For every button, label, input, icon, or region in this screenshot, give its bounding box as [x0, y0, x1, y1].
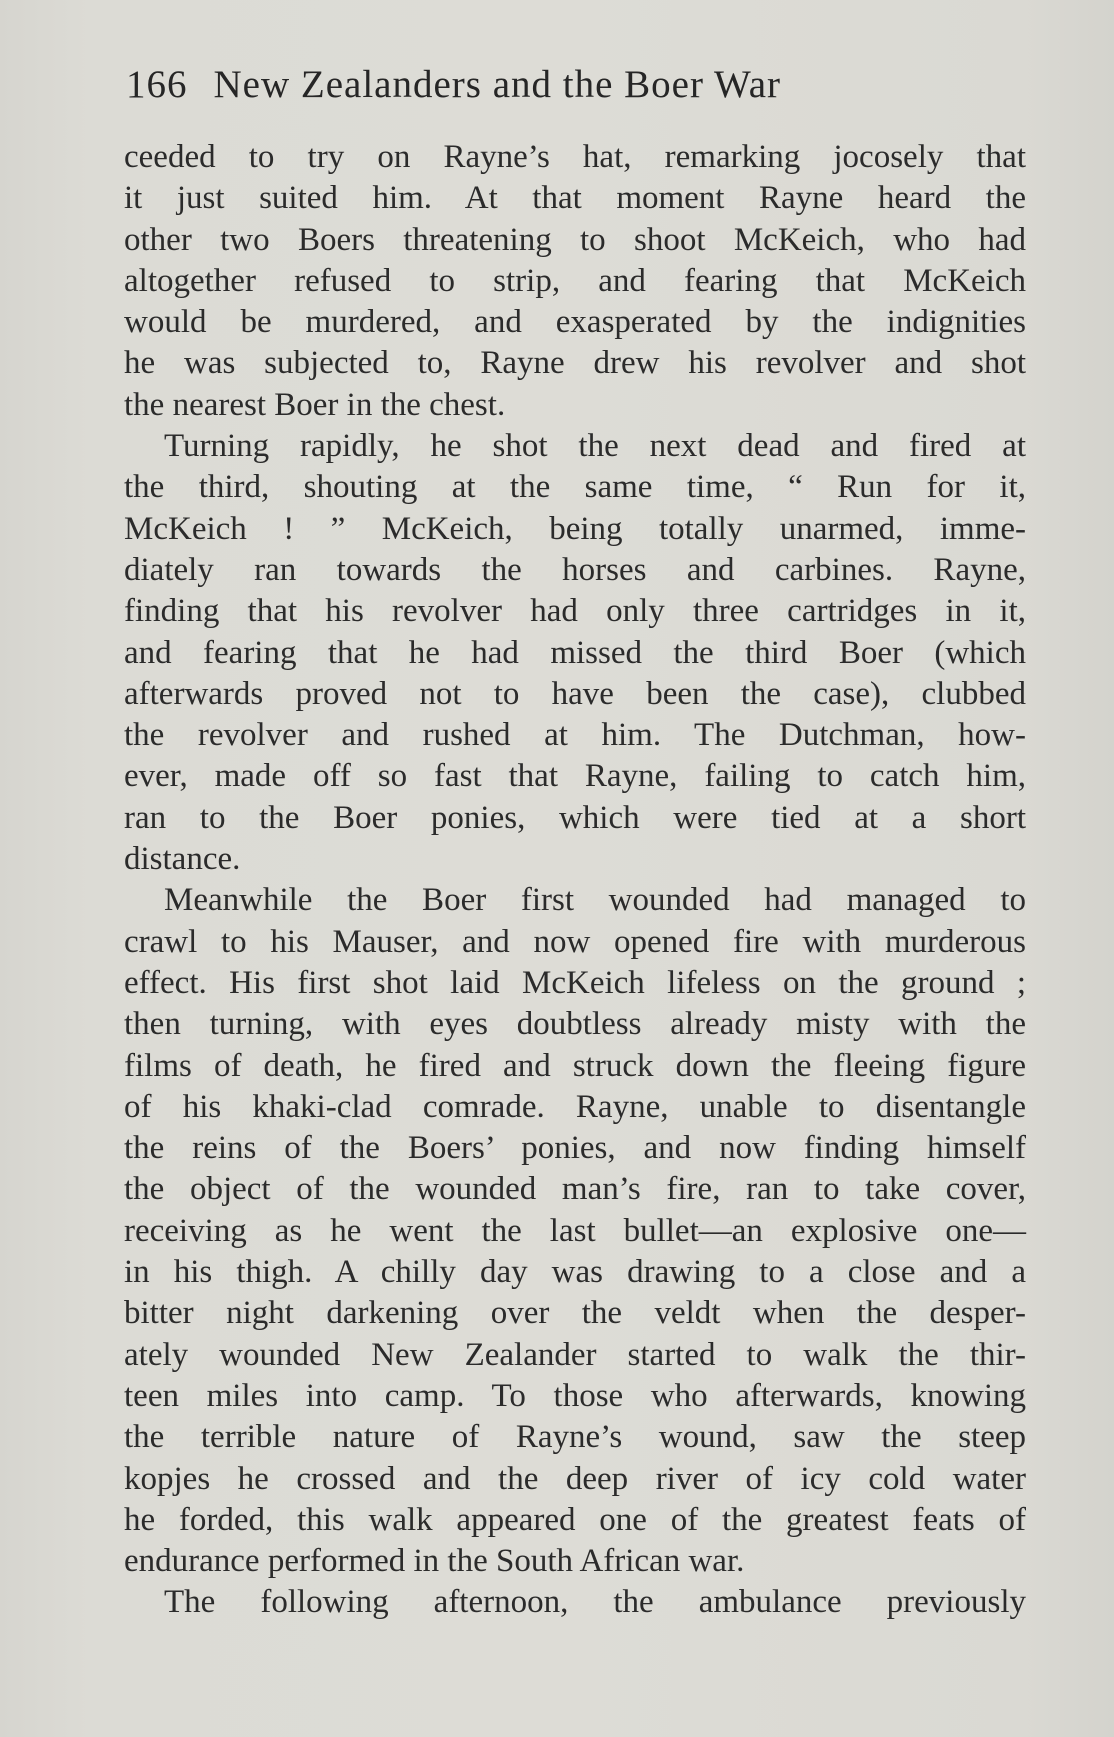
- text-line: films of death, he fired and struck down the fleeing figure: [124, 1047, 1026, 1084]
- text-line: endurance performed in the South African war.: [124, 1543, 745, 1580]
- text-line: ever, made off so fast that Rayne, failing to catch him,: [124, 758, 1026, 795]
- text-line: altogether refused to strip, and fearing that McKeich: [124, 262, 1026, 299]
- body-text: [124, 137, 1026, 1624]
- text-line: kopjes he crossed and the deep river of icy cold water: [124, 1460, 1026, 1497]
- text-line: of his khaki-clad comrade. Rayne, unable to disentangle: [124, 1088, 1026, 1125]
- text-line: ran to the Boer ponies, which were tied at a short: [124, 799, 1026, 836]
- text-line: and fearing that he had missed the third Boer (which: [124, 634, 1026, 671]
- text-line: he was subjected to, Rayne drew his revolver and shot: [124, 345, 1026, 382]
- text-line: ately wounded New Zealander started to walk the thir-: [124, 1336, 1026, 1373]
- text-line: ceeded to try on Rayne’s hat, remarking jocosely that: [124, 139, 1026, 175]
- text-line: The following afternoon, the ambulance previously: [164, 1584, 1026, 1621]
- text-line: would be murdered, and exasperated by the indignities: [124, 304, 1026, 341]
- paragraph: [124, 880, 1026, 1582]
- text-line: the third, shouting at the same time, “ Run for it,: [124, 469, 1026, 506]
- text-line: afterwards proved not to have been the case), clubbed: [124, 675, 1026, 712]
- running-header: [126, 62, 1006, 107]
- text-line: bitter night darkening over the veldt when the desper-: [124, 1295, 1026, 1332]
- paragraph: [124, 426, 1026, 880]
- text-line: distance.: [124, 841, 241, 878]
- paragraph: [124, 1582, 1026, 1623]
- text-line: he forded, this walk appeared one of the greatest feats of: [124, 1501, 1026, 1538]
- text-line: other two Boers threatening to shoot McKeich, who had: [124, 221, 1026, 258]
- running-title: New Zealanders and the Boer War: [213, 63, 781, 106]
- paragraph: [124, 137, 1026, 426]
- text-line: crawl to his Mauser, and now opened fire with murderous: [124, 923, 1026, 960]
- text-line: the revolver and rushed at him. The Dutchman, how-: [124, 717, 1026, 754]
- text-line: Meanwhile the Boer first wounded had managed to: [164, 882, 1026, 919]
- text-line: the nearest Boer in the chest.: [124, 386, 506, 423]
- page-number: 166: [126, 63, 188, 106]
- text-line: McKeich ! ” McKeich, being totally unarmed, imme-: [124, 510, 1026, 547]
- text-line: the reins of the Boers’ ponies, and now finding himself: [124, 1130, 1026, 1167]
- text-line: the terrible nature of Rayne’s wound, saw the steep: [124, 1419, 1026, 1456]
- text-line: then turning, with eyes doubtless already misty with the: [124, 1006, 1026, 1043]
- text-line: teen miles into camp. To those who afterwards, knowing: [124, 1377, 1026, 1414]
- text-line: diately ran towards the horses and carbines. Rayne,: [124, 551, 1026, 588]
- text-line: effect. His first shot laid McKeich lifeless on the ground ;: [124, 964, 1026, 1001]
- text-line: the object of the wounded man’s fire, ran to take cover,: [124, 1171, 1026, 1208]
- text-line: Turning rapidly, he shot the next dead and fired at: [164, 428, 1026, 465]
- text-line: finding that his revolver had only three cartridges in it,: [124, 593, 1026, 630]
- text-line: receiving as he went the last bullet—an explosive one—: [124, 1212, 1026, 1249]
- text-line: it just suited him. At that moment Rayne heard the: [124, 180, 1026, 217]
- text-line: in his thigh. A chilly day was drawing to a close and a: [124, 1254, 1026, 1291]
